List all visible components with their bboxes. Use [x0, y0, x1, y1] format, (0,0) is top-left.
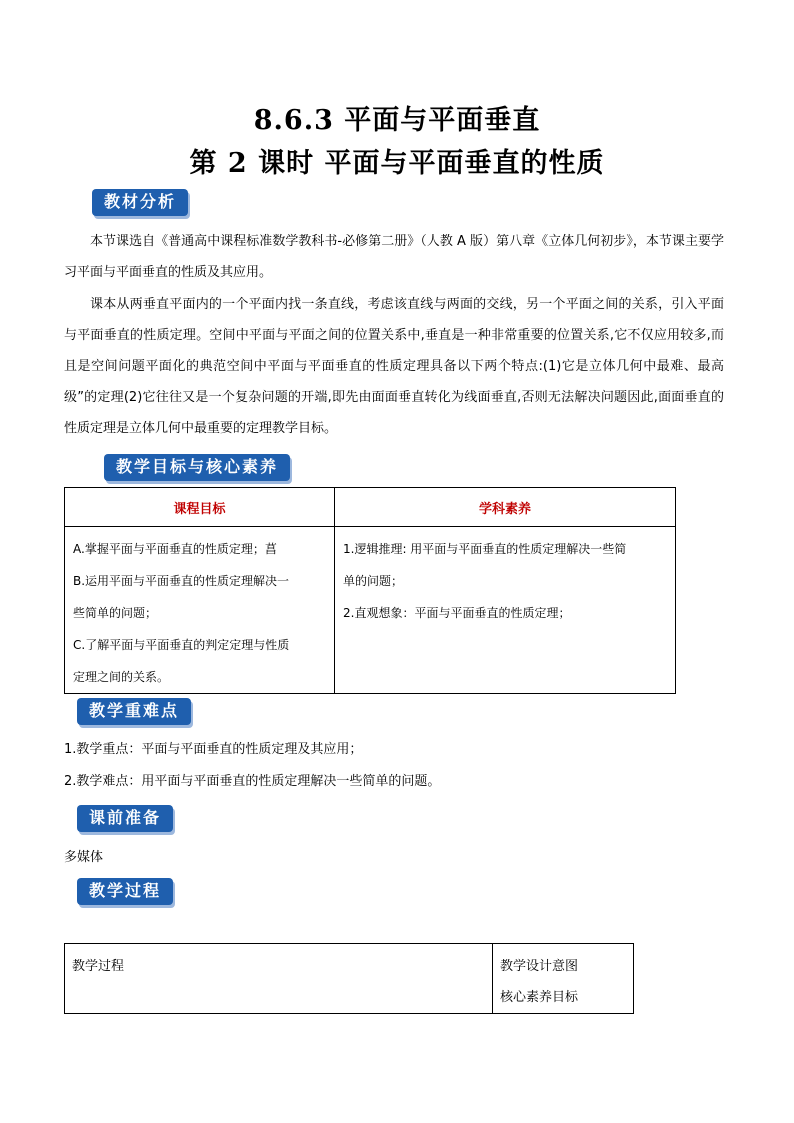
process-column-main: [65, 944, 493, 1014]
section-badge-goals: 教学目标与核心素养: [104, 454, 290, 481]
doc-subtitle: 第 2 课时 平面与平面垂直的性质: [189, 148, 605, 179]
process-column-label: 教学过程: [72, 959, 125, 974]
difficult-point-line: 2.教学难点：用平面与平面垂直的性质定理解决一些简单的问题。: [64, 774, 441, 789]
goals-table: [64, 487, 676, 694]
analysis-paragraph-2: 课本从两垂直平面内的一个平面内找一条直线，考虑该直线与两面的交线，另一个平面之间的关系，引入平面与平面垂直的性质定理。空间中平面与平面之间的位置关系中,垂直是一种非常重要的位置关系,它不仅应用较多,而且是空间问题平面化的典范空间中平面与平面垂直的性质定理具备以下两个特点:(1)它是立体几何中最难、最高级”的定理(2)它往往又是一个复杂问题的开端,即先由面面垂直转化为线面垂直,否则无法解决问题因此,面面垂直的性质定理是立体几何中最重要的定理教学目标。: [64, 297, 724, 436]
course-goal-line: B.运用平面与平面垂直的性质定理解决一: [73, 574, 290, 588]
course-goal-line: 些简单的问题；: [73, 606, 158, 620]
key-point-line: 1.教学重点：平面与平面垂直的性质定理及其应用；: [64, 742, 363, 757]
section-badge-process: 教学过程: [77, 878, 173, 905]
literacy-goal-line: 单的问题；: [343, 574, 404, 588]
goals-literacy-cell: [335, 527, 676, 694]
literacy-goal-line: 1.逻辑推理: 用平面与平面垂直的性质定理解决一些简: [343, 542, 627, 556]
section-badge-difficulties: 教学重难点: [77, 698, 191, 725]
goals-header-literacy: 学科素养: [335, 488, 676, 527]
preparation-text: 多媒体: [64, 850, 104, 865]
design-intent-label: 教学设计意图: [500, 959, 579, 974]
analysis-paragraph-1: 本节课选自《普通高中课程标准数学教科书-必修第二册》（人教 A 版）第八章《立体几何初步》，本节课主要学习平面与平面垂直的性质及其应用。: [64, 234, 724, 280]
literacy-goal-line: 2.直观想象：平面与平面垂直的性质定理；: [343, 606, 571, 620]
core-literacy-label: 核心素养目标: [500, 990, 579, 1005]
goals-course-cell: [65, 527, 335, 694]
section-badge-preparation: 课前准备: [77, 805, 173, 832]
process-table: [64, 943, 634, 1014]
course-goal-line: C.了解平面与平面垂直的判定定理与性质: [73, 638, 290, 652]
process-column-intent: [493, 944, 634, 1014]
course-goal-line: A.掌握平面与平面垂直的性质定理；菖: [73, 542, 277, 556]
doc-title: 8.6.3 平面与平面垂直: [253, 105, 541, 136]
section-badge-analysis: 教材分析: [92, 189, 188, 216]
goals-header-course: 课程目标: [65, 488, 335, 527]
course-goal-line: 定理之间的关系。: [73, 670, 170, 684]
